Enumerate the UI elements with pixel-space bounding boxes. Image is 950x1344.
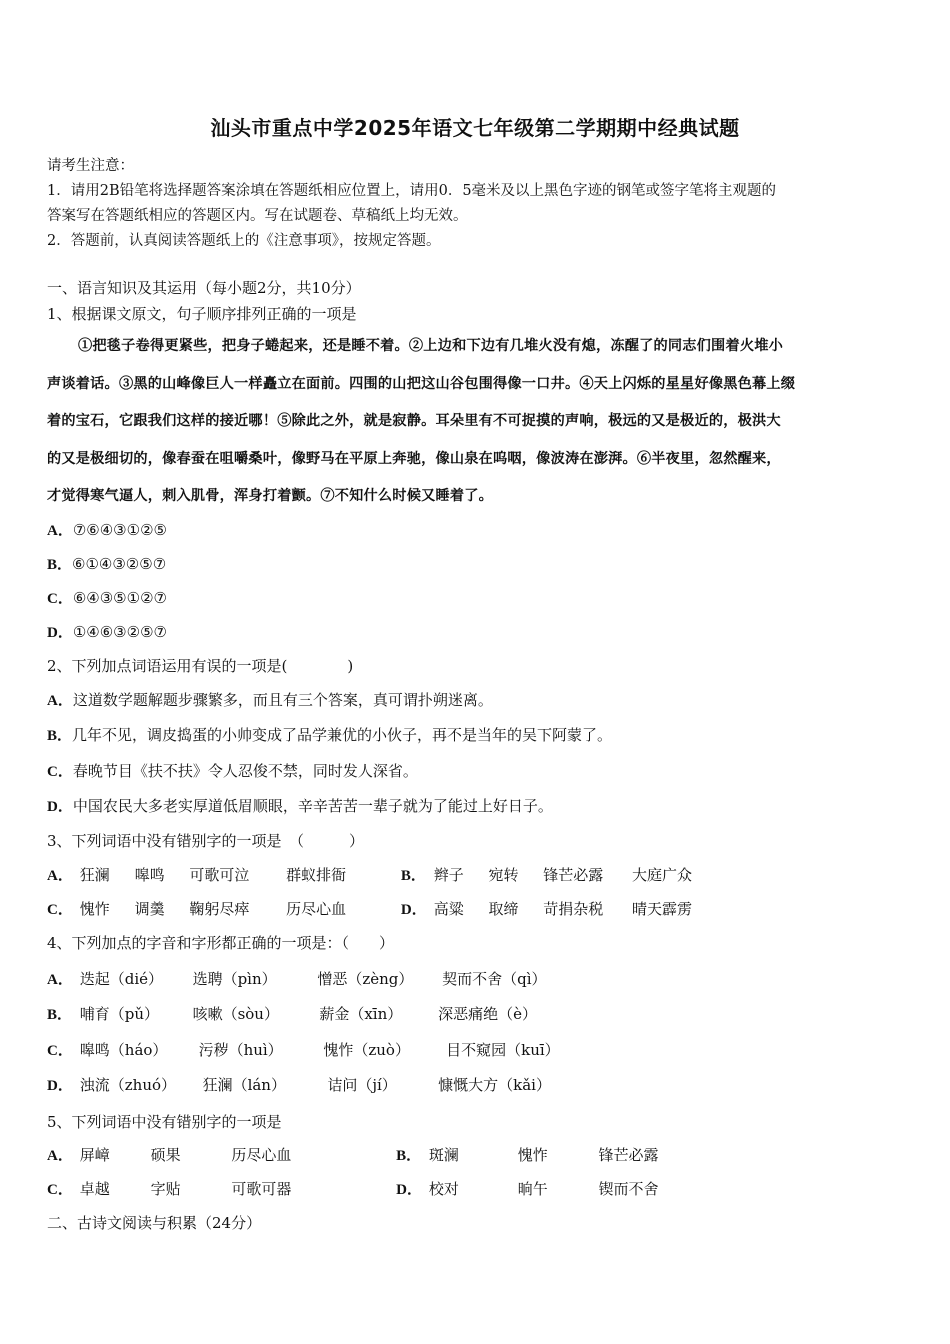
option-label: D． [47,799,73,815]
q4-option-c[interactable] [47,1039,560,1060]
option-label[interactable]: B． [400,868,426,884]
question-4-stem: 4、下列加点的字音和字形都正确的一项是：（ ） [47,934,395,952]
word: 斑澜 [428,1146,459,1164]
option-label[interactable]: D． [396,1182,422,1198]
passage-line: 的又是极细切的，像春蚕在咀嚼桑叶，像野马在平原上奔驰，像山泉在呜咽，像波涛在澎湃。⑥半夜里，忽然醒来， [47,451,781,467]
passage-line: ①把毯子卷得更紧些，把身子蜷起来，还是睡不着。②上边和下边有几堆火没有熄，冻醒了的同志们围着火堆小 [78,338,783,354]
word: 大庭广众 [632,866,693,884]
option-label[interactable]: B． [396,1148,422,1164]
q2-option-a[interactable] [47,689,493,710]
word: 愧怍 [79,900,110,918]
section-1-heading: 一、语言知识及其运用（每小题2分，共10分） [47,279,361,297]
option-label[interactable]: A． [47,868,73,884]
option-text: ①④⑥③②⑤⑦ [72,623,167,641]
question-3-stem: 3、下列词语中没有错别字的一项是 （ ） [47,832,365,850]
notice-item-1-line-1: 1．请用2B铅笔将选择题答案涂填在答题纸相应位置上，请用0．5毫米及以上黑色字迹的钢笔或签字笔将主观题的 [47,183,777,199]
passage-line: 声谈着话。③黑的山峰像巨人一样矗立在面前。四围的山把这山谷包围得像一口井。④天上闪烁的星星好像黑色幕上缀 [47,376,796,392]
word: 污秽（huì） [198,1041,283,1059]
word: 浊流（zhuó） [79,1076,177,1094]
q1-option-c[interactable] [47,587,167,608]
word: 历尽心血 [286,900,347,918]
option-label[interactable]: C． [47,1182,73,1198]
q1-option-b[interactable] [47,553,166,574]
option-label: D． [47,1078,73,1094]
option-text: 春晚节目《扶不扶》令人忍俊不禁，同时发人深省。 [72,762,418,780]
word: 愧怍（zuò） [323,1041,410,1059]
option-label: B． [47,1007,73,1023]
word: 宛转 [488,866,519,884]
q2-option-c[interactable] [47,760,418,781]
word: 锲而不舍 [598,1180,659,1198]
word: 晴天霹雳 [632,900,693,918]
option-label: A． [47,972,73,988]
option-label: C． [47,591,73,607]
question-5-stem: 5、下列词语中没有错别字的一项是 [47,1113,282,1131]
option-text: 几年不见，调皮捣蛋的小帅变成了品学兼优的小伙子，再不是当年的吴下阿蒙了。 [72,726,613,744]
q4-option-a[interactable] [47,968,547,989]
notice-item-1-line-2: 答案写在答题纸相应的答题区内。写在试题卷、草稿纸上均无效。 [47,208,468,224]
word: 辫子 [433,866,464,884]
word: 目不窥园（kuī） [446,1041,560,1059]
word: 锋芒必露 [543,866,604,884]
word: 晌午 [517,1180,548,1198]
option-text: ⑦⑥④③①②⑤ [72,521,167,539]
word: 可歌可泣 [189,866,250,884]
word: 哺育（pǔ） [79,1005,160,1023]
word: 屏嶂 [79,1146,110,1164]
option-text: 这道数学题解题步骤繁多，而且有三个答案，真可谓扑朔迷离。 [72,691,493,709]
option-label[interactable]: A． [47,1148,73,1164]
word: 卓越 [79,1180,110,1198]
word: 锋芒必露 [598,1146,659,1164]
word: 深恶痛绝（è） [438,1005,538,1023]
page-title: 汕头市重点中学2025年语文七年级第二学期期中经典试题 [210,116,740,140]
word: 取缔 [488,900,519,918]
option-label: B． [47,728,73,744]
q3-row-2 [47,898,712,919]
q1-option-a[interactable] [47,519,167,540]
option-label: D． [47,625,73,641]
q5-row-2 [47,1178,658,1199]
question-1-stem: 1、根据课文原文，句子顺序排列正确的一项是 [47,305,357,323]
option-label[interactable]: C． [47,902,73,918]
word: 憎恶（zèng） [317,970,414,988]
notice-item-2: 2．答题前，认真阅读答题纸上的《注意事项》，按规定答题。 [47,233,441,249]
word: 历尽心血 [231,1146,292,1164]
q1-option-d[interactable] [47,621,167,642]
word: 迭起（dié） [79,970,164,988]
word: 鞠躬尽瘁 [189,900,250,918]
word: 可歌可器 [231,1180,292,1198]
word: 嗥鸣（háo） [79,1041,168,1059]
word: 苛捐杂税 [543,900,604,918]
passage-line: 着的宝石，它跟我们这样的接近哪！⑤除此之外，就是寂静。耳朵里有不可捉摸的声响，极远的又是极近的，极洪大 [47,413,781,429]
q4-option-b[interactable] [47,1003,537,1024]
word: 狂澜 [79,866,110,884]
word: 嗥鸣 [134,866,165,884]
option-label: A． [47,523,73,539]
word: 愧怍 [517,1146,548,1164]
word: 字贴 [150,1180,181,1198]
option-text: ⑥①④③②⑤⑦ [72,555,167,573]
word: 诘问（jí） [327,1076,397,1094]
option-label: A． [47,693,73,709]
q2-option-b[interactable] [47,724,612,745]
passage-line: 才觉得寒气逼人，刺入肌骨，浑身打着颤。⑦不知什么时候又睡着了。 [47,488,494,504]
word: 群蚁排衙 [286,866,347,884]
word: 慷慨大方（kǎi） [438,1076,551,1094]
word: 咳嗽（sòu） [192,1005,279,1023]
word: 契而不舍（qì） [442,970,547,988]
word: 高粱 [433,900,464,918]
question-2-stem: 2、下列加点词语运用有误的一项是( ) [47,657,354,675]
word: 薪金（xīn） [319,1005,403,1023]
option-label: C． [47,764,73,780]
option-label: C． [47,1043,73,1059]
q5-row-1 [47,1144,658,1165]
word: 调羹 [134,900,165,918]
option-text: ⑥④③⑤①②⑦ [72,589,167,607]
option-text: 中国农民大多老实厚道低眉顺眼，辛辛苦苦一辈子就为了能过上好日子。 [72,797,553,815]
option-label: B． [47,557,73,573]
word: 选聘（pìn） [192,970,277,988]
word: 硕果 [150,1146,181,1164]
q2-option-d[interactable] [47,795,553,816]
word: 校对 [428,1180,459,1198]
option-label[interactable]: D． [400,902,427,918]
q4-option-d[interactable] [47,1074,551,1095]
word: 狂澜（lán） [202,1076,286,1094]
q3-row-1 [47,864,712,885]
notice-heading: 请考生注意： [47,158,134,174]
section-2-heading: 二、古诗文阅读与积累（24分） [47,1214,262,1232]
